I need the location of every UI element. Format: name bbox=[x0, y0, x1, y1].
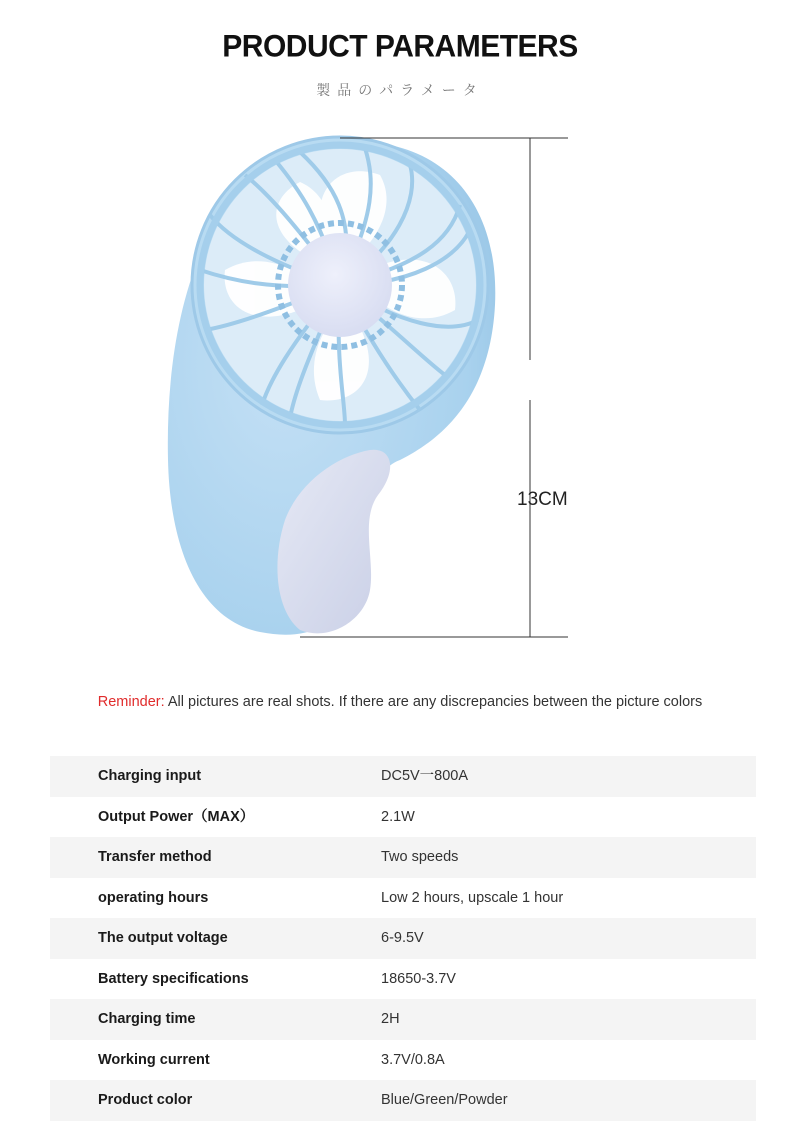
page-subtitle: 製品のパラメータ bbox=[316, 83, 484, 99]
height-dimension-label: 13CM bbox=[517, 489, 568, 510]
reminder-note bbox=[0, 694, 800, 710]
spec-value: Blue/Green/Powder bbox=[381, 1092, 508, 1108]
spec-value: 2.1W bbox=[381, 808, 415, 825]
spec-key: Charging input bbox=[98, 768, 202, 784]
spec-row bbox=[50, 959, 756, 1000]
spec-table bbox=[50, 756, 756, 1121]
page-title: PRODUCT PARAMETERS bbox=[222, 29, 578, 64]
reminder-label: Reminder: bbox=[97, 694, 165, 710]
spec-row bbox=[50, 878, 756, 919]
spec-key: Output Power（MAX） bbox=[98, 808, 255, 825]
spec-value: 6-9.5V bbox=[381, 930, 424, 946]
fan-hub bbox=[288, 233, 392, 337]
spec-row bbox=[50, 1040, 756, 1081]
spec-key: Product color bbox=[98, 1092, 193, 1108]
spec-key: operating hours bbox=[98, 889, 209, 906]
spec-row bbox=[50, 756, 756, 797]
spec-key: Working current bbox=[98, 1051, 210, 1068]
spec-row bbox=[50, 999, 756, 1040]
spec-row bbox=[50, 837, 756, 878]
spec-value: 2H bbox=[381, 1011, 400, 1027]
spec-key: The output voltage bbox=[98, 930, 228, 946]
spec-value: Two speeds bbox=[381, 849, 459, 865]
handheld-fan-image bbox=[0, 120, 800, 660]
spec-value: DC5V一800A bbox=[381, 768, 469, 784]
spec-row bbox=[50, 797, 756, 838]
reminder-text: All pictures are real shots. If there are any discrepancies between the picture colors bbox=[164, 694, 703, 710]
product-figure bbox=[0, 120, 800, 660]
spec-value: Low 2 hours, upscale 1 hour bbox=[381, 889, 564, 906]
spec-key: Battery specifications bbox=[98, 970, 249, 987]
spec-key: Charging time bbox=[98, 1011, 196, 1027]
spec-value: 18650-3.7V bbox=[381, 970, 456, 987]
spec-key: Transfer method bbox=[98, 849, 212, 865]
spec-row bbox=[50, 918, 756, 959]
spec-row bbox=[50, 1080, 756, 1121]
spec-value: 3.7V/0.8A bbox=[381, 1051, 445, 1068]
